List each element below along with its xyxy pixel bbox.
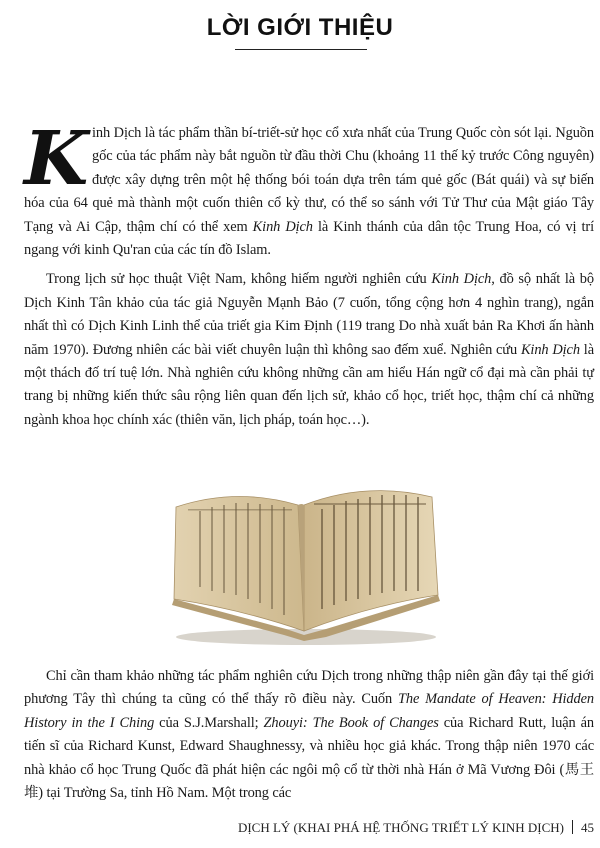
footer-separator bbox=[572, 820, 573, 834]
intro-text bbox=[24, 116, 594, 432]
paragraph-1: Kinh Dịch là tác phẩm thần bí-triết-sử học cổ xưa nhất của Trung Quốc còn sót lại. Nguồn gốc của tác phẩm này bắt nguồn từ đầu thời Chu (khoảng 11 thế kỷ trước Công nguyên) được xây dựng trên một hệ thống bói toán dựa trên tám quẻ gốc (Bát quái) và sự biến hóa của 64 quẻ mà thành một cuốn thiên cổ kỳ thư, có thể so sánh với Tử Thư của Mật giáo Tây Tạng và Ai Cập, thậm chí có thể xem Kinh Dịch là Kinh thánh của dân tộc Trung Hoa, có vị trí ngang với kinh Qu'ran của các tín đồ Islam. bbox=[24, 116, 594, 259]
drop-cap: K bbox=[24, 116, 89, 202]
title-divider bbox=[235, 49, 367, 50]
continuation-text bbox=[24, 665, 594, 805]
paragraph-2: Trong lịch sử học thuật Việt Nam, không hiếm người nghiên cứu Kinh Dịch, đồ sộ nhất là bộ Dịch Kinh Tân khảo của tác giả Nguyễn Mạnh Bảo (7 cuốn, tổng cộng hơn 4 nghìn trang), ngắn nhất thì có Dịch Kinh Linh thể của triết gia Kim Định (119 trang Do nhà xuất bản Ra Khơi ấn hành năm 1970). Đương nhiên các bài viết chuyên luận thì không sao đếm xuể. Nghiên cứu Kinh Dịch là một thách đố trí tuệ lớn. Nhà nghiên cứu không những cần am hiểu Hán ngữ cổ đại mà cần phải tự trang bị những kiến thức sâu rộng liên quan đến lịch sử, khảo cổ học, triết học, thậm chí cả những ngành khoa học chính xác (thiên văn, lịch pháp, toán học…). bbox=[24, 271, 594, 428]
page-footer bbox=[0, 820, 594, 836]
paragraph-3: Chỉ cần tham khảo những tác phẩm nghiên cứu Dịch trong những thập niên gần đây tại thế giới phương Tây thì chúng ta cũng có thể thấy rõ điều này. Cuốn The Mandate of Heaven: Hidden History in the I Ching của S.J.Marshall; Zhouyi: The Book of Changes của Richard Rutt, luận án tiến sĩ của Richard Kunst, Edward Shaughnessy, và nhiều học giả khác. Trong thập niên 1970 các nhà khảo cổ học Trung Quốc đã phát hiện các ngôi mộ cổ từ thời nhà Hán ở Mã Vương Đôi (馬王堆) tại Trường Sa, tỉnh Hồ Nam. Một trong các bbox=[24, 668, 594, 802]
page-title: LỜI GIỚI THIỆU bbox=[206, 14, 394, 41]
footer-book-title: DỊCH LÝ (KHAI PHÁ HỆ THỐNG TRIẾT LÝ KINH DỊCH) bbox=[237, 820, 564, 835]
page-number: 45 bbox=[581, 820, 594, 835]
book-illustration bbox=[166, 469, 446, 647]
